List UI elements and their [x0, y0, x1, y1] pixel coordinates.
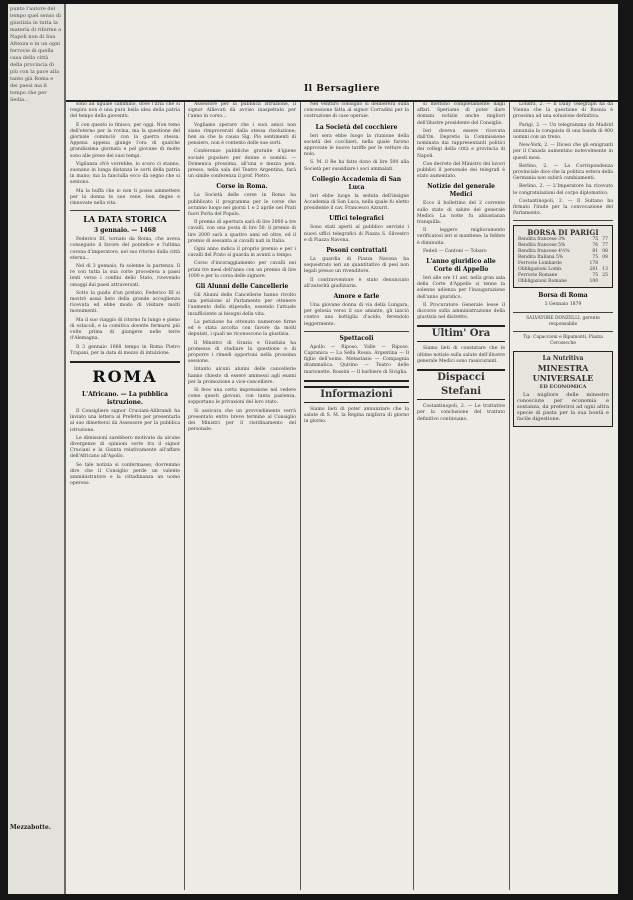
col2-paragraph: Conferenze pubbliche gratuite d'igiene sociale popolare per donne e uomini. — Domenica prossima, all'una e mezza pom. presso, nella sala del Teatro Argentina, farà un simile conferenza il prof. Pietro.: [188, 149, 296, 180]
col5-paragraph: Londra, 2. — Il Daily Telegraph ha da Vienna che la questione di Bosnia è prossima ad una soluzione definitiva.: [513, 102, 613, 120]
heading-informazioni: Informazioni: [304, 386, 409, 403]
heading-accademia-san-luca: Collegio Accademia di San Luca: [311, 175, 402, 191]
column-4: [417, 102, 505, 890]
column-5: [513, 102, 613, 890]
divider: [304, 380, 409, 382]
heading-roma: ROMA: [92, 366, 158, 386]
col5-paragraph: Berlino, 2. — La Corrispondenza provinciale dice che la politica estera della Germania non subirà cambiamenti.: [513, 163, 613, 182]
heading-dispacci-stefani: Dispacci Stefani: [417, 369, 505, 400]
column-2: [188, 102, 296, 890]
borsa-value: 77: [602, 243, 608, 249]
col2-paragraph: Intanto alcuni alunni delle cancellerie hanno chiesto di essere ammessi agli esami per la promozione a vice-cancelliere.: [188, 367, 296, 385]
divider: [70, 210, 180, 211]
borsa-label: Rendita francese 4½%: [518, 249, 570, 255]
col3-paragraph: Apollo — Riposo. Valle — Riposo. Capranica — La Sella Rossa. Argentina — Il figlio dell'uomo. Metastasio — Compagnia drammatica. Quirino — Teatro delle marionette. Rossini — Il barbiere di Siviglia.: [304, 344, 409, 375]
col1-paragraph: Vigilanza ch'è vorrebbe, lo scuro ci stanno, suonano in lunga distanza le sorti della patria in mano; ma la fanciulla ecco dà segno che si sentono.: [70, 161, 180, 186]
divider: [513, 312, 613, 313]
col1-paragraph: Il 3 gennaio 1668 tempo in Roma Pietro Trapani, per la data di mezzo di intuizione.: [70, 344, 180, 356]
col5-paragraph: Parigi, 2. — Un telegramma da Madrid annunzia la conquista di una banda di 400 uomini con un treno.: [513, 122, 613, 141]
divider: [513, 220, 613, 221]
col3-paragraph: Nel venturo consiglio si delibererà sulla concessione fatta al signor Corradini per la costruzione di case operaie.: [304, 102, 409, 120]
heading-societa-cocchiere: La Società del cocchiere: [315, 123, 398, 131]
heading-la-data-storica: LA DATA STORICA: [83, 214, 167, 225]
col2-paragraph: Si fece una certa impressione nel vedere come questi giovani, con tanta pazienza, sopportano le privazioni del loro stato.: [188, 387, 296, 406]
col4-paragraph: Ieri alle ore 11 ant. nella gran sala della Corte d'Appello si tenne la solenne udienza per l'inaugurazione dell'anno giuridico.: [417, 276, 505, 300]
borsa-value: 75: [592, 237, 599, 243]
borsa-parigi-box: [513, 225, 613, 288]
borsa-value: 25: [602, 273, 608, 279]
col4-paragraph: si mettono completamente dagli affari. Speriamo di poter dare domani notizie anche migliori dell'illustre presidente del Consiglio.: [417, 102, 505, 126]
col3-paragraph: Siamo lieti di poter annunziare che la salute di S. M. la Regina migliora di giorno in giorno.: [304, 406, 409, 425]
editor-line: SALVATORE DONZELLI, gerente responsabile: [526, 315, 600, 327]
heading-uffici-telegrafici: Uffici telegrafici: [329, 215, 384, 223]
borsa-label: Rendita francese 5%: [518, 243, 566, 249]
heading-generale-medici: Notizie del generale Medici: [427, 183, 495, 199]
col1-paragraph: Sotto la guida d'un prelato, Federico III si mostrò assai lieto della grande accoglienza ricevuta ed ebbe modo di visitare molti monumenti.: [70, 290, 180, 315]
borsa-value: 75: [592, 255, 599, 261]
borsa-value: 75: [592, 273, 599, 279]
borsa-label: Rendita Italiana 5%: [518, 255, 564, 261]
col2-paragraph: La Società delle corse in Roma ha pubblicato il programma per le corse che avranno luogo nei giorni 1 e 2 aprile nei Prati fuori Porta del Popolo.: [188, 193, 296, 218]
col4-paragraph: Ieri doveva essere ricevuta dall'On. Depretis la Commissione nominata dai rappresentanti politici dei collegi della città e provincia di Napoli.: [417, 128, 505, 159]
col2-lead: Assessore per la pubblica istruzione, il signor Allievati dà avviso inaspettato per l'anno in corso...: [188, 102, 296, 120]
col2-paragraph: Il Ministro di Grazia e Giustizia ha promesso di studiare la questione e di proporre i rimedi opportuni nella prossima sessione.: [188, 340, 296, 365]
heading-pesoni-contrattati: Pesoni contrattati: [326, 247, 387, 255]
borsa-roma-date: 3 Gennaio 1879: [544, 302, 582, 308]
heading-gli-alunni: Gli Alunni delle Cancellerie: [195, 283, 289, 291]
advertisement-box: [513, 351, 613, 427]
adjacent-page-signature: Mezzabotte.: [10, 824, 51, 831]
col1-paragraph: Ma la buffa che io non ti posso ammettere per la donna le sue vene, ben degne e rinnovate nella vita.: [70, 188, 180, 207]
ad-text: La migliore delle minestre conosciute per economia e sostanza, da preferirsi ad ogni altra specie di pasta per la sua bontà e facile digestione.: [517, 392, 609, 423]
borsa-table: [517, 237, 609, 285]
borsa-row: [517, 279, 609, 285]
col1-paragraph: E con questo io finisco, per oggi. Non temo dell'eterno per la rovina, ma la questione del giornale cominciò con la guerra stessa. Appena appena giunge l'ora di qualche grandissima giornata e pel giovane di molte sono alle prese dei suoi tempi.: [70, 122, 180, 159]
col4-paragraph: Ecco il bollettino del 2 corrente sullo stato di salute del generale Medici: La notte fu abbastanza tranquilla.: [417, 201, 505, 226]
col4-paragraph: Siamo lieti di constatare che le ultime notizie sulla salute dell'illustre generale Medici sono rassicuranti.: [417, 346, 505, 364]
borsa-value: 08: [602, 249, 608, 255]
masthead-title: Il Bersagliere: [303, 84, 381, 94]
col4-paragraph: Con decreto del Ministro dei lavori pubblici il personale dei telegrafi è stato aumentato.: [417, 161, 505, 180]
col3-paragraph: Ieri sera ebbe luogo la riunione della società dei cocchieri, nella quale furono approvate le nuove tariffe per le vetture da nolo.: [304, 133, 409, 158]
col1-paragraph: Le dimissioni sarebbero motivate da alcune divergenze di opinioni sorte tra il signor Cruciani e la Giunta relativamente all'affare dell'Africano all'Apollo.: [70, 435, 180, 460]
col1-paragraph: Ma il suo viaggio di ritorno fu lungo e pieno di ostacoli, e la comitiva dovette fermarsi più volte prima di giungere nelle terre d'Alemagna.: [70, 317, 180, 342]
borsa-value: 261: [589, 267, 599, 273]
newspaper-page: [8, 4, 618, 894]
borsa-value: 81: [592, 249, 599, 255]
col1-paragraph: Se tale notizia si confermasse, dovremmo dire che il Consiglio perde un valente amministratore e la cittadinanza un uomo operoso.: [70, 462, 180, 487]
col3-paragraph: S. M. il Re ha fatto dono di lire 500 alla Società per sussidiare i soci ammalati.: [304, 160, 409, 172]
borsa-value: 100: [589, 279, 599, 285]
ad-subtitle: MINESTRA UNIVERSALE: [532, 363, 594, 384]
col1-paragraph: Federico III, tornato da Roma, che aveva conseguito il favore del pontefice e l'ultima corona d'imperatore, nel suo ritorno dalla città eterna...: [70, 237, 180, 261]
heading-anno-giuridico: L'anno giuridico alle Corte di Appello: [426, 258, 496, 274]
borsa-label: Obbligazioni Lomb.: [518, 267, 563, 273]
column-separator: [184, 102, 185, 890]
col4-paragraph: Costantinopoli, 2. — Le trattative per la conclusione del trattato definitivo continuano.: [417, 404, 505, 422]
col3-paragraph: Ieri ebbe luogo la seduta dell'insigne Accademia di San Luca, nella quale fu eletto presidente il cav. Francesco Azzurri.: [304, 193, 409, 212]
borsa-value: [599, 279, 609, 285]
col2-paragraph: Il premio di apertura sarà di lire 3000 a tre cavalli, con una posta di lire 50, il premio di lire 2000 sarà a quattro anni ed oltre, ed il premio di sessanta ai cavalli nati in Italia.: [188, 220, 296, 244]
adjacent-page-strip: [8, 4, 66, 894]
printer-line: Tip. Capaccioni e Ripamonti, Piazza Cerosecche: [523, 335, 603, 347]
col2-paragraph: Si assicura che un provvedimento verrà presentato entro breve termine al Consiglio dei Ministri per il riordinamento del personale.: [188, 408, 296, 433]
subheading-amore-e-farle: Amore e farle: [333, 293, 380, 301]
divider: [70, 361, 180, 363]
heading-ultim-ora: Ultim' Ora: [417, 325, 505, 342]
col4-paragraph: Il leggero miglioramento verificatosi ieri si mantiene; la febbre è diminuita.: [417, 228, 505, 246]
ad-subtitle-2: ED ECONOMICA: [539, 384, 587, 391]
divider: [304, 331, 409, 332]
adjacent-page-text: punto l'autore del tempo quel senso di giustizia in tutta la materia di riforme a Napoli non di Sua Altezza e in un ogni ferrovie di quella casa della città della provincia di più con la pace alla tanto già Roma e dei paesi ma il tempo che per Sedia...: [10, 6, 62, 103]
borsa-value: 77: [602, 237, 608, 243]
column-separator: [413, 102, 414, 890]
col5-paragraph: Costantinopoli, 2. — Il Sultano ha firmato l'irade per la convocazione del Parlamento.: [513, 198, 613, 217]
borsa-value: 76: [592, 243, 599, 249]
subheading-date: 3 gennaio. — 1468: [93, 227, 157, 235]
col2-paragraph: Ogni anno indica il proprio premio e per i cavalli del Prato si guarda in avanti a tempo.: [188, 247, 296, 259]
borsa-value: 08: [602, 255, 608, 261]
subheading-africano: L'Africano. — La pubblica istruzione.: [82, 390, 168, 406]
masthead: [66, 84, 618, 102]
col3-paragraph: Sono stati aperti al pubblico servizio i nuovi uffici telegrafici di Piazza S. Silvestro e di Piazza Navona.: [304, 225, 409, 243]
col2-paragraph: Gli Alunni delle Cancellerie hanno rivolto una petizione al Parlamento per ottenere l'aumento dello stipendio, essendo l'attuale insufficiente ai bisogni della vita.: [188, 293, 296, 317]
borsa-label: Ferrovie Romane: [518, 273, 558, 279]
col2-paragraph: Corso d'incoraggiamento per cavalli nei primi tre mesi dell'anno con un premio di lire 1000 e per la corsa delle signore.: [188, 261, 296, 279]
column-separator: [300, 102, 301, 890]
col5-paragraph: New-York, 2. — Dicesi che gli emigranti per il Canada aumentino notevolmente in questi mesi.: [513, 143, 613, 161]
divider: [513, 331, 613, 332]
col5-paragraph: Berlino, 2. — L'Imperatore ha ricevuto le congratulazioni del corpo diplomatico.: [513, 184, 613, 196]
col2-paragraph: Vogliamo sperare che i suoi amici non siano rimproverati dalla stessa risoluzione; ben sa che la causa Sig. Pio sentimenti di pensiero, non è contento delle sue sorti.: [188, 122, 296, 147]
heading-corse-in-roma: Corse in Roma.: [216, 183, 268, 191]
col3-paragraph: Una giovane donna di via della Lungara, per gelosia verso il suo amante, gli lanciò contro una bottiglia d'acido, ferendolo leggermente.: [304, 303, 409, 327]
col4-paragraph: Il Procuratore Generale lesse il discorso sulla amministrazione della giustizia nel distretto.: [417, 302, 505, 321]
column-separator: [509, 102, 510, 890]
borsa-value: 13: [602, 267, 608, 273]
column-3: [304, 102, 409, 890]
borsa-label: Rendita francese 3%: [518, 237, 566, 243]
heading-spettacoli: Spettacoli: [339, 334, 374, 342]
borsa-label: Ferrovie Lombarde: [518, 261, 562, 267]
col1-paragraph: Nel dì 3 gennaio, fu solenne la partenza. Il re con tutta la sua corte procedeva a passi lenti verso i confini dello Stato, ricevendo omaggi dai paesi attraversati.: [70, 264, 180, 288]
col1-paragraph: Il Consigliere signor Cruciani-Alibrandi ha inviato una lettera al Prefetto per presentarla al suo dimettersi da Assessore per la pubblica istruzione.: [70, 408, 180, 433]
borsa-label: Obbligazioni Romane: [518, 279, 567, 285]
column-1: [70, 102, 180, 890]
ad-title: La Nutritiva: [542, 355, 584, 363]
heading-borsa-roma: Borsa di Roma: [538, 292, 588, 300]
col1-lead: sono ad uguale cammino, dove l'aria che si respira non è una pura bella idea della patria del tempo della gioventù.: [70, 102, 180, 120]
borsa-value: 178: [589, 261, 599, 267]
col3-paragraph: Il contravventore è stato denunciato all'autorità giudiziaria.: [304, 277, 409, 289]
col3-paragraph: La guardia di Piazza Navona ha sequestrato ieri un quantitativo di pesi non legali presso un rivenditore.: [304, 257, 409, 275]
col2-paragraph: La petizione ha ottenuto numerose firme ed è stata accolta con favore da molti deputati, i quali ne riconoscono la giustizia.: [188, 319, 296, 338]
col4-sign: Fedeli — Cantoni — Tobaro: [423, 248, 487, 254]
borsa-parigi-title: BORSA DI PARIGI: [527, 228, 599, 238]
